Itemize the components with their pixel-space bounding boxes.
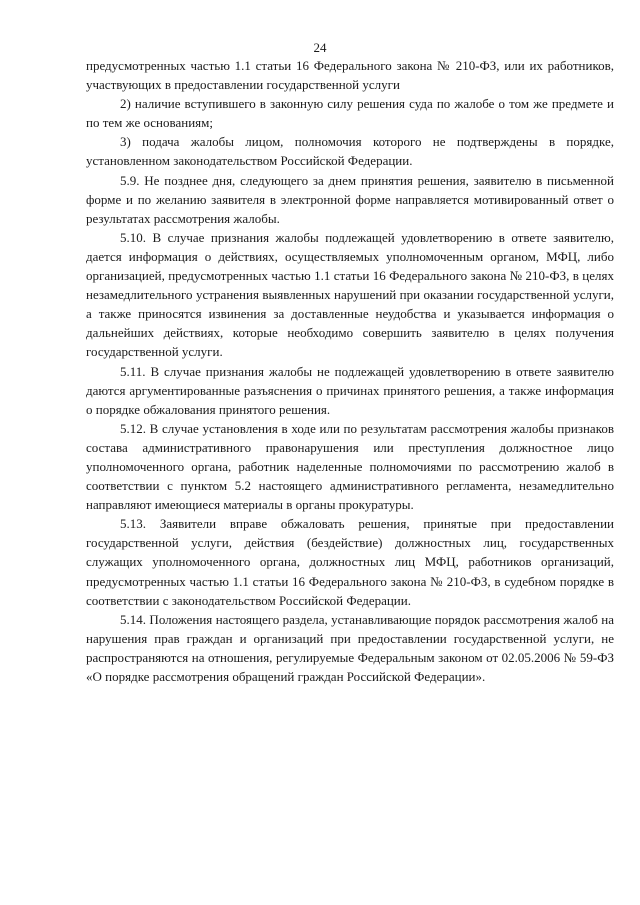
- paragraph-continuation: предусмотренных частью 1.1 статьи 16 Федерального закона № 210-ФЗ, или их работников, участвующих в предоставлении государственной услуги: [86, 58, 614, 93]
- paragraph-5-11: 5.11. В случае признания жалобы не подлежащей удовлетворению в ответе заявителю даются аргументированные разъяснения о причинах принятого решения, а также информация о порядке обжалования принятого решения.: [86, 363, 614, 417]
- paragraph-5-14: 5.14. Положения настоящего раздела, устанавливающие порядок рассмотрения жалоб на нарушения прав граждан и организаций при предоставлении государственной услуги, не распространяются на отношения, регулируемые Федеральным законом от 02.05.2006 № 59-ФЗ «О порядке рассмотрения обращений граждан Российской Федерации».: [86, 611, 614, 684]
- document-body: [86, 56, 614, 686]
- paragraph-item-2: 2) наличие вступившего в законную силу решения суда по жалобе о том же предмете и по тем же основаниям;: [86, 96, 614, 131]
- paragraph-5-10: 5.10. В случае признания жалобы подлежащей удовлетворению в ответе заявителю, дается информация о действиях, осуществляемых уполномоченным органом, МФЦ, либо организацией, предусмотренных частью 1.1 статьи 16 Федерального закона № 210-ФЗ, в целях незамедлительного устранения выявленных нарушений при оказании государственной услуги, а также приносятся извинения за доставленные неудобства и указывается информация о дальнейших действиях, которые необходимо совершить заявителю в целях получения государственной услуги.: [86, 229, 614, 360]
- page-number: 24: [313, 40, 327, 55]
- paragraph-5-9: 5.9. Не позднее дня, следующего за днем принятия решения, заявителю в письменной форме и по желанию заявителя в электронной форме направляется мотивированный ответ о результатах рассмотрения жалобы.: [86, 172, 614, 226]
- paragraph-item-3: 3) подача жалобы лицом, полномочия которого не подтверждены в порядке, установленном законодательством Российской Федерации.: [86, 134, 614, 169]
- paragraph-5-13: 5.13. Заявители вправе обжаловать решения, принятые при предоставлении государственной услуги, действия (бездействие) должностных лиц, государственных служащих уполномоченного органа, должностных лиц МФЦ, работников организаций, предусмотренных частью 1.1 статьи 16 Федерального закона № 210-ФЗ, в судебном порядке в соответствии с законодательством Российской Федерации.: [86, 516, 614, 608]
- paragraph-5-12: 5.12. В случае установления в ходе или по результатам рассмотрения жалобы признаков состава административного правонарушения или преступления должностное лицо уполномоченного органа, работник наделенные полномочиями по рассмотрению жалоб в соответствии с пунктом 5.2 настоящего административного регламента, незамедлительно направляют имеющиеся материалы в органы прокуратуры.: [86, 420, 614, 513]
